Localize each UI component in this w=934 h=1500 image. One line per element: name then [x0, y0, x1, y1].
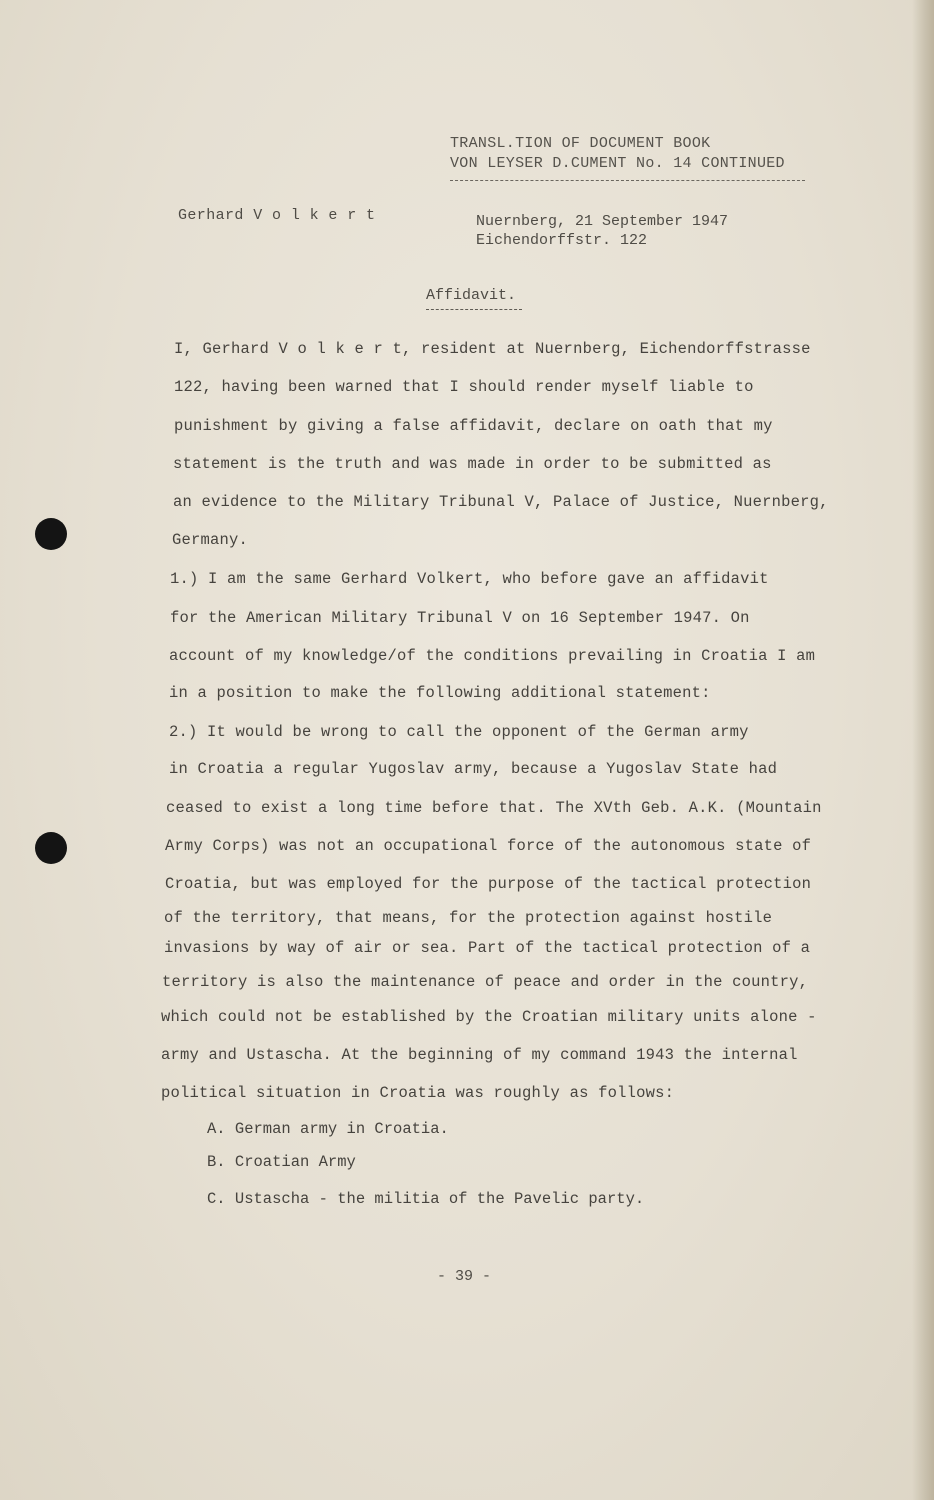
body-line: ceased to exist a long time before that. The XVth Geb. A.K. (Mountain: [166, 799, 822, 817]
page-number: - 39 -: [437, 1268, 492, 1285]
body-line: punishment by giving a false affidavit, declare on oath that my: [174, 417, 773, 435]
body-line: 122, having been warned that I should render myself liable to: [174, 378, 754, 396]
place-date-line-2: Eichendorffstr. 122: [476, 232, 648, 249]
body-line: 2.) It would be wrong to call the opponent of the German army: [169, 723, 749, 741]
body-line: I, Gerhard V o l k e r t, resident at Nuernberg, Eichendorffstrasse: [174, 340, 811, 358]
place-date-line-1: Nuernberg, 21 September 1947: [476, 213, 729, 230]
list-item: C. Ustascha - the militia of the Pavelic party.: [207, 1190, 645, 1208]
body-line: Army Corps) was not an occupational force of the autonomous state of: [165, 837, 812, 855]
body-line: Germany.: [172, 531, 249, 549]
header-line-1: TRANSL.TION OF DOCUMENT BOOK: [450, 135, 711, 152]
place-date: [476, 212, 728, 250]
document-header: [450, 134, 805, 181]
sender-name: Gerhard V o l k e r t: [178, 207, 376, 224]
body-line: which could not be established by the Croatian military units alone -: [161, 1008, 817, 1026]
body-line: an evidence to the Military Tribunal V, Palace of Justice, Nuernberg,: [173, 493, 829, 511]
list-item: A. German army in Croatia.: [207, 1120, 449, 1138]
paper-edge: [912, 0, 934, 1500]
title-text: Affidavit.: [426, 287, 517, 304]
body-line: political situation in Croatia was roughly as follows:: [161, 1084, 675, 1102]
list-item: B. Croatian Army: [207, 1153, 356, 1171]
body-line: invasions by way of air or sea. Part of the tactical protection of a: [164, 939, 811, 957]
body-line: for the American Military Tribunal V on 16 September 1947. On: [170, 609, 750, 627]
body-line: account of my knowledge/of the conditions prevailing in Croatia I am: [169, 647, 816, 665]
header-rule: [450, 180, 805, 181]
affidavit-title: [426, 287, 522, 310]
header-line-2: VON LEYSER D.CUMENT No. 14 CONTINUED: [450, 155, 785, 172]
punch-hole: [35, 832, 67, 864]
title-rule: [426, 309, 522, 310]
body-line: territory is also the maintenance of peace and order in the country,: [162, 973, 809, 991]
body-line: of the territory, that means, for the protection against hostile: [164, 909, 773, 927]
body-line: Croatia, but was employed for the purpose of the tactical protection: [165, 875, 812, 893]
body-line: in Croatia a regular Yugoslav army, because a Yugoslav State had: [169, 760, 778, 778]
punch-hole: [35, 518, 67, 550]
body-line: in a position to make the following additional statement:: [169, 684, 711, 702]
body-line: statement is the truth and was made in order to be submitted as: [173, 455, 772, 473]
body-line: army and Ustascha. At the beginning of my command 1943 the internal: [161, 1046, 798, 1064]
body-line: 1.) I am the same Gerhard Volkert, who before gave an affidavit: [170, 570, 769, 588]
